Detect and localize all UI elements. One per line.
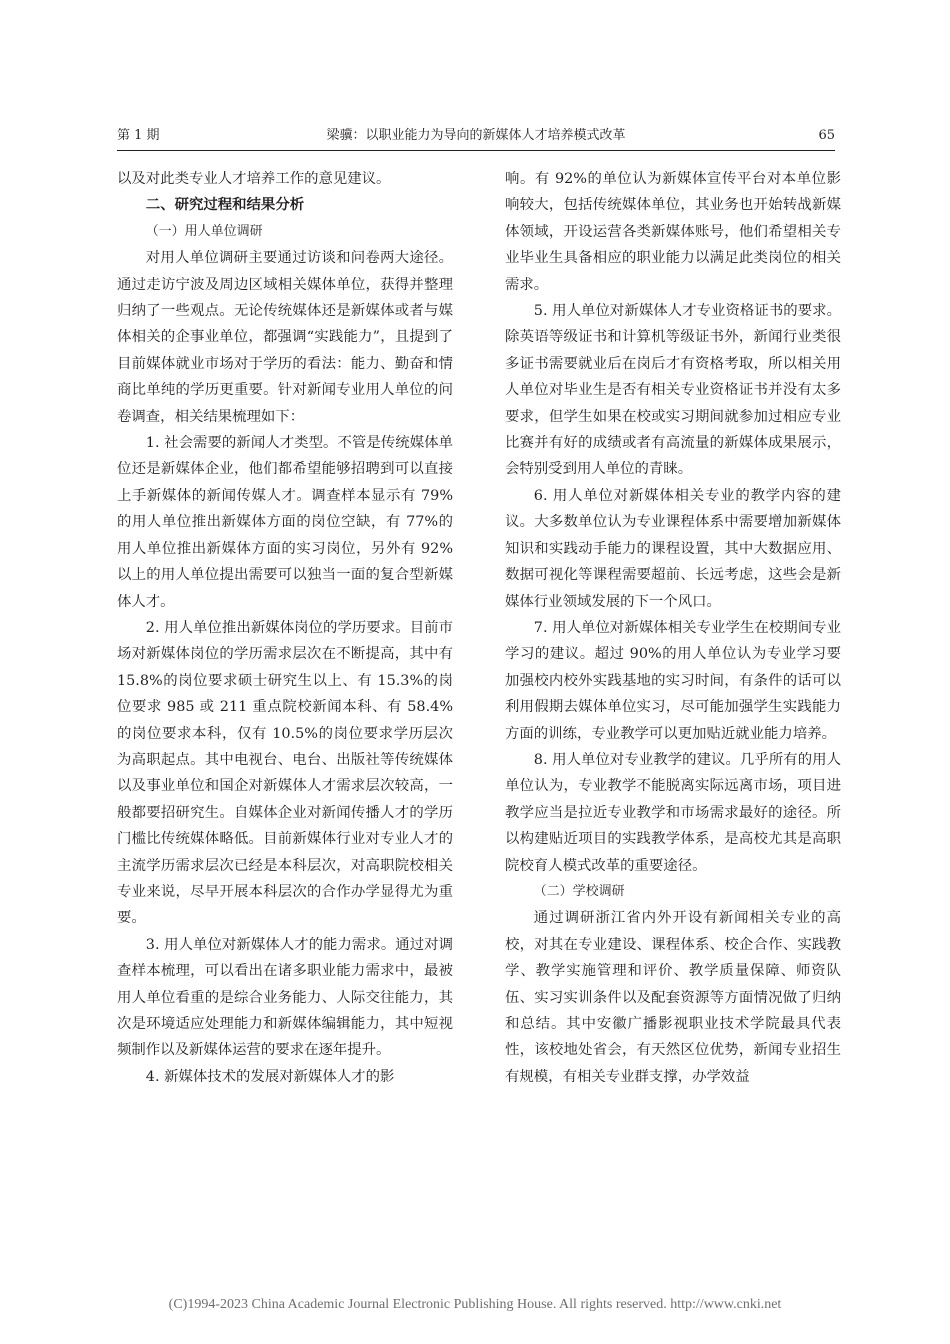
subsection-heading: （二）学校调研 bbox=[533, 883, 625, 899]
copyright-footer: (C)1994-2023 China Academic Journal Electronic Publishing House. All rights reserved. http://www.cnki.net bbox=[168, 1297, 782, 1312]
page-number: 65 bbox=[818, 128, 835, 143]
paragraph: 4. 新媒体技术的发展对新媒体人才的影 bbox=[145, 1068, 395, 1085]
paragraph: 3. 用人单位对新媒体人才的能力需求。通过对调查样本梳理，可以看出在诸多职业能力需求中，最被用人单位看重的是综合业务能力、人际交往能力，其次是环境适应处理能力和新媒体编辑能力，其中短视频制作以及新媒体运营的要求在逐年提升。 bbox=[117, 936, 453, 1059]
paragraph: 对用人单位调研主要通过访谈和问卷两大途径。通过走访宁波及周边区域相关媒体单位，获得并整理归纳了一些观点。无论传统媒体还是新媒体或者与媒体相关的企事业单位，都强调“实践能力”，且提到了目前媒体就业市场对于学历的看法：能力、勤奋和情商比单纯的学历更重要。针对新闻专业用人单位的问卷调查，相关结果梳理如下： bbox=[117, 250, 453, 425]
paragraph: 7. 用人单位对新媒体相关专业学生在校期间专业学习的建议。超过 90%的用人单位认为专业学习要加强校内校外实践基地的实习时间，有条件的话可以利用假期去媒体单位实习，尽可能加强学生实践能力方面的训练，专业教学可以更加贴近就业能力培养。 bbox=[505, 619, 841, 742]
issue-number: 第 1 期 bbox=[117, 128, 160, 143]
section-heading: 二、研究过程和结果分析 bbox=[145, 197, 305, 214]
paragraph: 8. 用人单位对专业教学的建议。几乎所有的用人单位认为，专业教学不能脱离实际远离市场，项目进教学应当是拉近专业教学和市场需求最好的途径。所以构建贴近项目的实践教学体系，是高校尤其是高职院校育人模式改革的重要途径。 bbox=[505, 751, 841, 874]
subsection-heading: （一）用人单位调研 bbox=[145, 223, 263, 239]
paragraph-continuation: 以及对此类专业人才培养工作的意见建议。 bbox=[117, 171, 391, 187]
running-title: 梁骥：以职业能力为导向的新媒体人才培养模式改革 bbox=[326, 128, 626, 143]
paragraph: 5. 用人单位对新媒体人才专业资格证书的要求。除英语等级证书和计算机等级证书外，新闻行业类很多证书需要就业后在岗后才有资格考取，所以相关用人单位对毕业生是否有相关专业资格证书并没有太多要求，但学生如果在校或实习期间就参加过相应专业比赛并有好的成绩或者有高流量的新媒体成果展示，会特别受到用人单位的青睐。 bbox=[505, 303, 841, 478]
paragraph: 1. 社会需要的新闻人才类型。不管是传统媒体单位还是新媒体企业，他们都希望能够招聘到可以直接上手新媒体的新闻传媒人才。调查样本显示有 79%的用人单位推出新媒体方面的岗位空缺，有 77%的用人单位推出新媒体方面的实习岗位，另外有 92%以上的用人单位提出需要可以独当一面的复合型新媒体人才。 bbox=[117, 435, 453, 610]
header-rule bbox=[117, 150, 835, 151]
paragraph: 2. 用人单位推出新媒体岗位的学历要求。目前市场对新媒体岗位的学历需求层次在不断提高，其中有 15.8%的岗位要求硕士研究生以上、有 15.3%的岗位要求 985 或 211 重点院校新闻本科、有 58.4%的岗位要求本科，仅有 10.5%的岗位要求学历层次为高职起点。其中电视台、电台、出版社等传统媒体以及事业单位和国企对新媒体人才需求层次较高，一般都要招研究生。自媒体企业对新闻传播人才的学历门槛比传统媒体略低。目前新媒体行业对专业人才的主流学历需求层次已经是本科层次，对高职院校相关专业来说，尽早开展本科层次的合作办学显得尤为重要。 bbox=[117, 619, 453, 927]
paragraph: 通过调研浙江省内外开设有新闻相关专业的高校，对其在专业建设、课程体系、校企合作、实践教学、教学实施管理和评价、教学质量保障、师资队伍、实习实训条件以及配套资源等方面情况做了归纳和总结。其中安徽广播影视职业技术学院最具代表性，该校地处省会，有天然区位优势，新闻专业招生有规模，有相关专业群支撑，办学效益 bbox=[505, 910, 841, 1085]
right-column bbox=[505, 166, 841, 1090]
paragraph: 6. 用人单位对新媒体相关专业的教学内容的建议。大多数单位认为专业课程体系中需要增加新媒体知识和实践动手能力的课程设置，其中大数据应用、数据可视化等课程需要超前、长远考虑，这些会是新媒体行业领域发展的下一个风口。 bbox=[505, 487, 841, 610]
running-header bbox=[117, 125, 835, 147]
left-column bbox=[117, 166, 453, 1090]
paragraph-continuation: 响。有 92%的单位认为新媒体宣传平台对本单位影响较大，包括传统媒体单位，其业务也开始转战新媒体领域，开设运营各类新媒体账号，他们希望相关专业毕业生具备相应的职业能力以满足此类岗位的相关需求。 bbox=[505, 171, 841, 293]
